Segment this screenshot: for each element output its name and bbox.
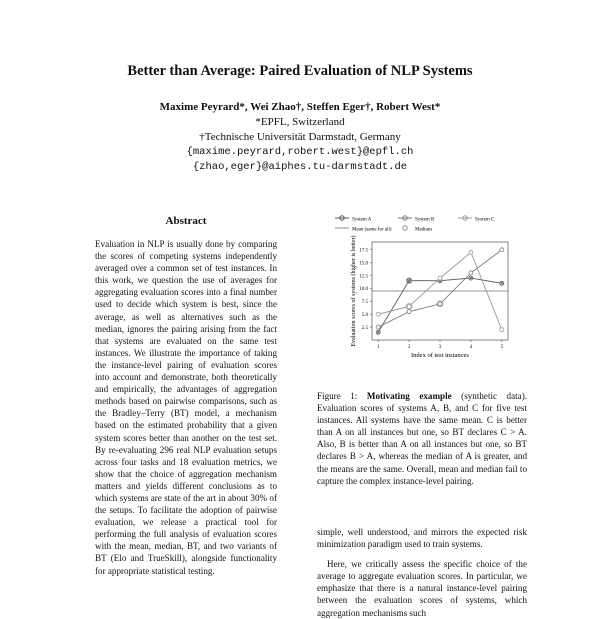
y-tick-label-1: 5.0	[361, 313, 368, 319]
abstract-heading: Abstract	[165, 215, 207, 227]
legend-label-1: System B	[415, 217, 435, 223]
caption-text: (synthetic data). Evaluation scores of systems A, B, and C for five test instances. All systems have the same mean. C is better than A on all instances but one, so BT declares C > A. Also, B is better than A on all instances but one, so BT declares B > A, whereas the median of A is greater, and the means are the same. Overall, mean and median fail to capture the complex instance-level pairing.	[317, 391, 527, 486]
body-paragraph-2: Here, we critically assess the specific choice of the average to aggregate evaluation scores. In particular, we emphasize that there is a natural instance-level pairing between the evaluation scores of systems, which aggregation mechanisms such	[317, 559, 527, 618]
paper-title: Better than Average: Paired Evaluation of NLP Systems	[127, 63, 473, 79]
series-2-point-0	[376, 312, 380, 316]
series-line-1	[378, 250, 502, 327]
x-tick-label-0: 1	[376, 345, 380, 350]
affiliation-epfl: *EPFL, Switzerland	[255, 116, 345, 128]
y-tick-label-3: 10.0	[359, 287, 368, 293]
series-2-point-1	[407, 304, 411, 308]
series-2-point-4	[500, 328, 504, 332]
legend-median-label: Medians	[415, 227, 433, 233]
y-tick-label-4: 12.5	[359, 274, 368, 280]
x-tick-label-1: 2	[407, 345, 411, 350]
series-1-point-3	[469, 271, 473, 275]
y-tick-label-6: 17.5	[359, 248, 368, 254]
series-1-point-0	[376, 325, 380, 329]
x-axis-label: Index of test instances	[411, 352, 469, 359]
legend-label-0: System A	[352, 217, 372, 223]
legend-median-marker	[403, 226, 407, 230]
body-column	[317, 526, 527, 619]
email-tud: {zhao,eger}@aiphes.tu-darmstadt.de	[192, 161, 408, 173]
figure-caption	[317, 390, 527, 487]
legend-mean-label: Mean (same for all)	[352, 227, 392, 233]
series-2-point-3	[469, 250, 473, 254]
series-2-point-2	[438, 276, 442, 280]
y-tick-label-5: 15.0	[359, 261, 368, 267]
author-names: Maxime Peyrard*, Wei Zhao†, Steffen Eger†, Robert West*	[159, 101, 441, 113]
series-1-point-4	[500, 248, 504, 252]
abstract-text: Evaluation in NLP is usually done by comparing the scores of competing systems independently averaged over a common set of test instances. In this work, we question the use of averages for aggregating evaluation scores into a final number used to decide which system is best, since the average, as well as alternatives such as the median, ignores the pairing arising from the fact that systems are evaluated on the same test instances. We illustrate the importance of taking the instance-level pairing of evaluation scores into account and demonstrate, both theoretically and empirically, the advantages of aggregation methods based on pairwise comparisons, such as the Bradley–Terry (BT) model, a mechanism based on the estimated probability that a given system scores better than another on the test set. By re-evaluating 296 real NLP evaluation setups across four tasks and 18 evaluation metrics, we show that the choice of aggregation mechanism matters and yields different conclusions as to which systems are state of the art in about 30% of the setups. To facilitate the adoption of pairwise evaluation, we release a practical tool for performing the full analysis of evaluation scores with the mean, median, BT, and two variants of BT (Elo and TrueSkill), alongside functionality for appropriate statistical testing.	[95, 239, 277, 576]
y-axis-label: Evaluation scores of systems (higher is better)	[351, 235, 357, 347]
affiliation-tud: †Technische Universität Darmstadt, Germany	[199, 131, 401, 143]
email-epfl: {maxime.peyrard,robert.west}@epfl.ch	[186, 146, 414, 158]
y-tick-label-2: 7.5	[361, 300, 368, 306]
figure-1-chart	[330, 212, 530, 372]
x-tick-label-2: 3	[438, 345, 442, 350]
caption-bold: Motivating example	[366, 391, 452, 401]
body-paragraph-1: simple, well understood, and mirrors the expected risk minimization paradigm used to train systems.	[317, 527, 527, 550]
x-tick-label-3: 4	[469, 345, 473, 350]
series-1-point-1	[407, 310, 411, 314]
y-tick-label-0: 2.5	[361, 325, 368, 331]
legend-label-2: System C	[475, 217, 495, 223]
series-1-point-2	[438, 302, 442, 306]
caption-label: Figure 1:	[317, 391, 358, 401]
x-tick-label-4: 5	[500, 345, 504, 350]
author-block	[0, 100, 600, 175]
